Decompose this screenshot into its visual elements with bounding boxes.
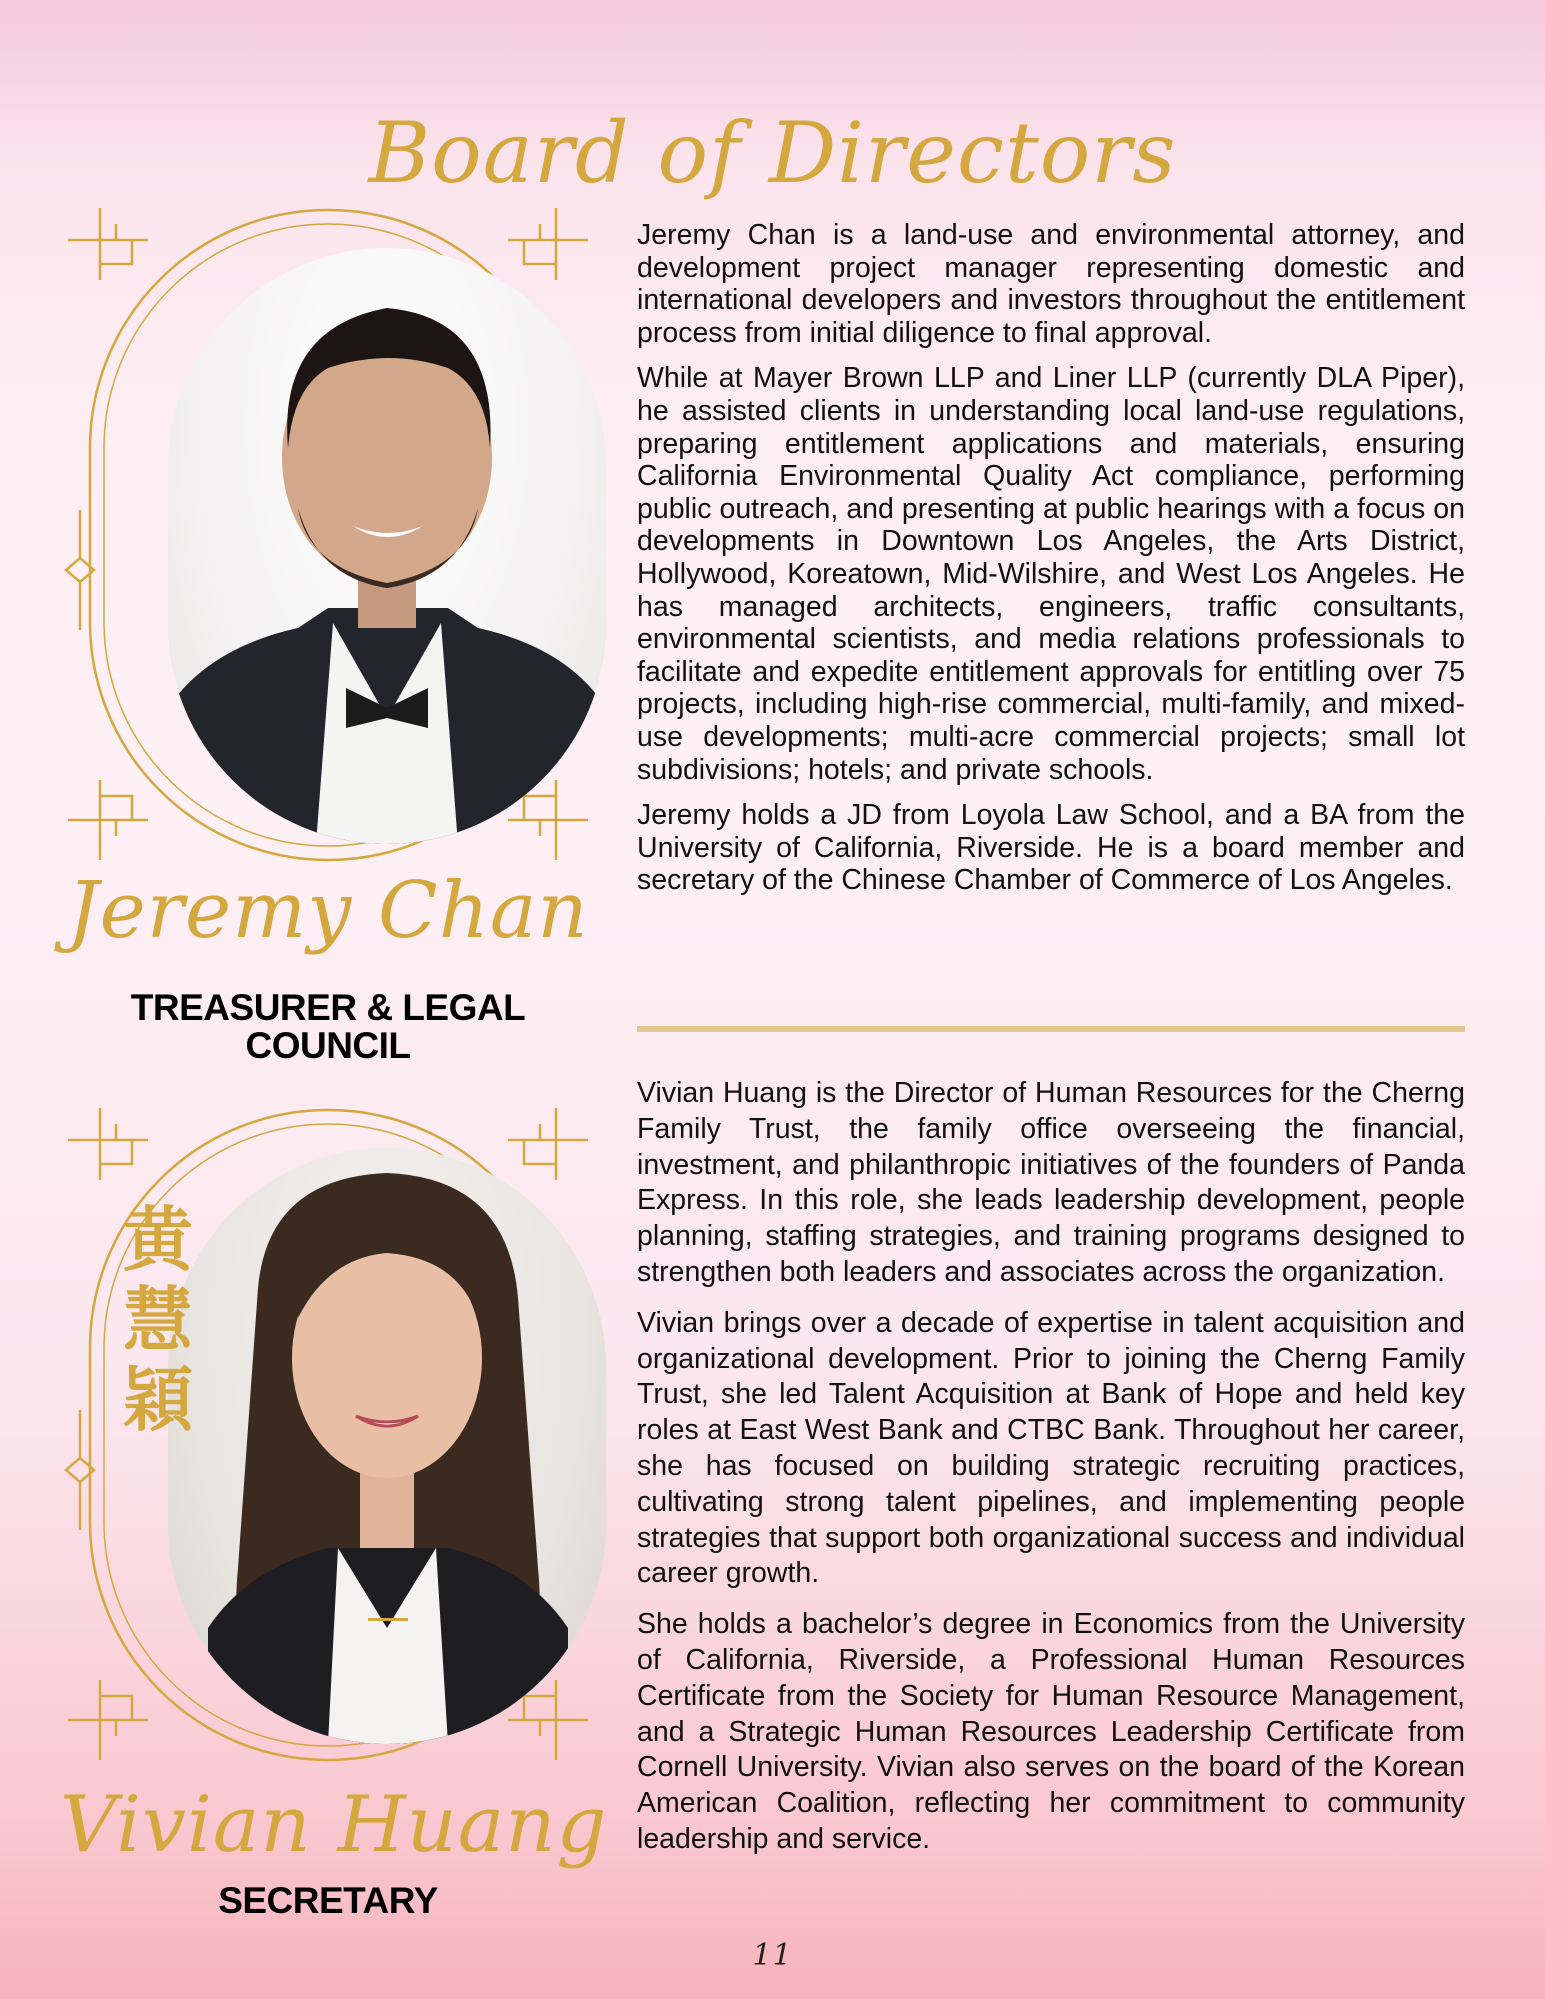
director-name-vivian: Vivian Huang: [60, 1780, 608, 1870]
bio-paragraph: Jeremy Chan is a land-use and environmental attorney, and development project manager representing domestic and international developers and investors throughout the entitlement process from initial diligence to final approval.: [637, 219, 1465, 349]
page-title: Board of Directors: [368, 104, 1177, 203]
bio-paragraph: Vivian Huang is the Director of Human Resources for the Cherng Family Trust, the family office overseeing the financial, investment, and philanthropic initiatives of the founders of Panda Express. In this role, she leads leadership development, people planning, staffing strategies, and training programs designed to strengthen both leaders and associates across the organization.: [637, 1077, 1465, 1288]
director-bio-vivian: [637, 1076, 1465, 1873]
person-silhouette-icon: [168, 248, 606, 844]
chinese-name-vivian: 黄 慧 穎: [123, 1199, 193, 1441]
director-bio-jeremy: [637, 219, 1465, 910]
bio-paragraph: Vivian brings over a decade of expertise in talent acquisition and organizational development. Prior to joining the Cherng Family Trust, she led Talent Acquisition at Bank of Hope and held key roles at East West Bank and CTBC Bank. Throughout her career, she has focused on building strategic recruiting practices, cultivating strong talent pipelines, and implementing people strategies that support both organizational success and individual career growth.: [637, 1306, 1465, 1590]
bio-paragraph: She holds a bachelor’s degree in Economics from the University of California, Riverside, a Professional Human Resources Certificate from the Society for Human Resource Management, and a Strategic Human Resources Leadership Certificate from Cornell University. Vivian also serves on the board of the Korean American Coalition, reflecting her commitment to community leadership and service.: [637, 1608, 1465, 1855]
page-number: 11: [752, 1938, 793, 1973]
director-role-jeremy: TREASURER & LEGAL COUNCIL: [130, 987, 526, 1066]
director-role-vivian: SECRETARY: [218, 1880, 438, 1921]
bio-paragraph: While at Mayer Brown LLP and Liner LLP (currently DLA Piper), he assisted clients in understanding local land-use regulations, preparing entitlement applications and materials, ensuring California Environmental Quality Act compliance, performing public outreach, and presenting at public hearings with a focus on developments in Downtown Los Angeles, the Arts District, Hollywood, Koreatown, Mid-Wilshire, and West Los Angeles. He has managed architects, engineers, traffic consultants, environmental scientists, and media relations professionals to facilitate and expedite entitlement approvals for entitling over 75 projects, including high-rise commercial, multi-family, and mixed-use developments; multi-acre commercial projects; small lot subdivisions; hotels; and private schools.: [637, 362, 1465, 786]
portrait-frame-jeremy: [60, 200, 596, 880]
person-silhouette-icon: [168, 1148, 606, 1744]
portrait-photo-vivian: [168, 1148, 606, 1744]
bio-paragraph: Jeremy holds a JD from Loyola Law School, and a BA from the University of California, Riverside. He is a board member and secretary of the Chinese Chamber of Commerce of Los Angeles.: [637, 799, 1465, 897]
portrait-photo-jeremy: [168, 248, 606, 844]
director-name-jeremy: Jeremy Chan: [67, 866, 589, 956]
section-divider: [637, 1026, 1465, 1032]
